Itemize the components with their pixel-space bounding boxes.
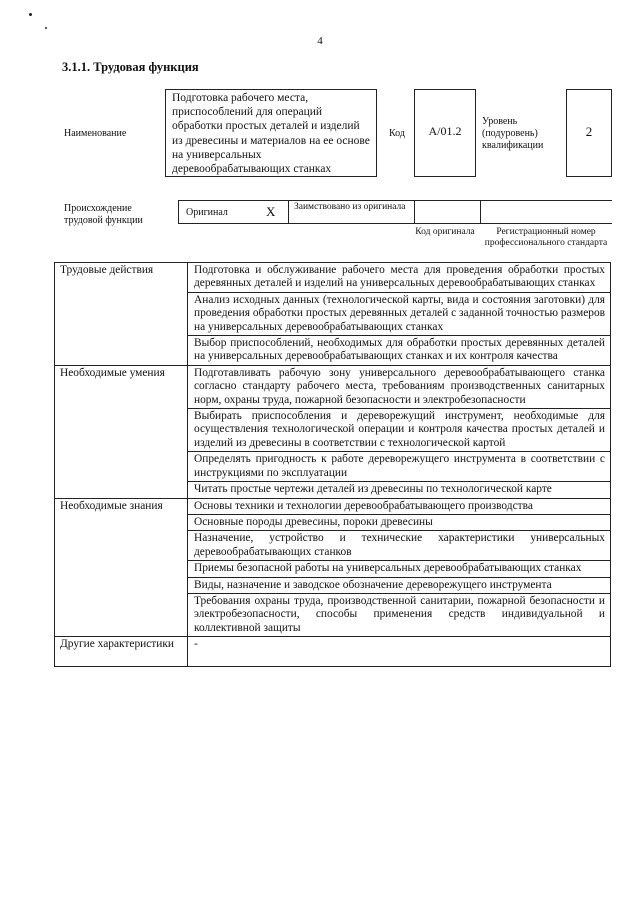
table-row bbox=[55, 263, 611, 293]
code-box bbox=[414, 89, 476, 177]
reg-number-label: Регистрационный номер профессионального стандарта bbox=[484, 227, 608, 248]
origin-borrowed: Заимствовано из оригинала bbox=[294, 202, 406, 212]
skill-item: Читать простые чертежи деталей из древесины по технологической карте bbox=[188, 482, 611, 498]
knowledge-item: Назначение, устройство и технические характеристики универсальных деревообрабатывающих станков bbox=[188, 531, 611, 561]
origin-label: Происхождение трудовой функции bbox=[64, 203, 143, 226]
page-number: 4 bbox=[317, 35, 323, 47]
scan-speck bbox=[29, 13, 32, 16]
code-label: Код bbox=[389, 128, 405, 139]
table-row bbox=[55, 365, 611, 408]
knowledge-item: Приемы безопасной работы на универсальных деревообрабатывающих станках bbox=[188, 561, 611, 577]
knowledge-item: Требования охраны труда, производственной санитарии, пожарной безопасности и электробезопасности, способы применения средств индивидуальной и коллективной защиты bbox=[188, 593, 611, 636]
section-title: 3.1.1. Трудовая функция bbox=[62, 60, 199, 74]
level-value: 2 bbox=[585, 124, 593, 139]
scan-speck bbox=[45, 27, 47, 29]
labor-actions-label: Трудовые действия bbox=[55, 263, 188, 366]
knowledge-label: Необходимые знания bbox=[55, 498, 188, 637]
code-original-label: Код оригинала bbox=[415, 227, 475, 237]
code-value: А/01.2 bbox=[428, 124, 462, 138]
other-label: Другие характеристики bbox=[55, 637, 188, 667]
level-box bbox=[566, 89, 612, 177]
skills-label: Необходимые умения bbox=[55, 365, 188, 498]
origin-original: Оригинал bbox=[186, 207, 228, 218]
skill-item: Подготавливать рабочую зону универсального деревообрабатывающего станка согласно стандарту рабочего места, требованиям производственных санитарных норм, охраны труда, пожарной безопасности и электробезопасности bbox=[188, 365, 611, 408]
labor-action-item: Подготовка и обслуживание рабочего места для проведения обработки простых деревянных деталей и изделий на универсальных деревообрабатывающих станках bbox=[188, 263, 611, 293]
origin-mark: X bbox=[266, 204, 276, 219]
table-row bbox=[55, 637, 611, 667]
table-row bbox=[55, 498, 611, 514]
knowledge-item: Основные породы древесины, пороки древесины bbox=[188, 514, 611, 530]
skill-item: Выбирать приспособления и дереворежущий инструмент, необходимые для осуществления технологической операции и контроля качества простых деталей и изделий из древесины в соответствии с технологической картой bbox=[188, 409, 611, 452]
knowledge-item: Виды, назначение и заводское обозначение дереворежущего инструмента bbox=[188, 577, 611, 593]
function-name-value: Подготовка рабочего места, приспособлений для операций обработки простых деталей и изделий из древесины и материалов на ее основе на универсальных деревообрабатывающих станках bbox=[172, 92, 370, 176]
other-value: - bbox=[188, 637, 611, 667]
name-label: Наименование bbox=[64, 128, 127, 139]
skill-item: Определять пригодность к работе дереворежущего инструмента в соответствии с инструкциями по эксплуатации bbox=[188, 452, 611, 482]
knowledge-item: Основы техники и технологии деревообрабатывающего производства bbox=[188, 498, 611, 514]
labor-action-item: Выбор приспособлений, необходимых для обработки простых деревянных деталей на универсальных деревообрабатывающих станках и их контроля качества bbox=[188, 336, 611, 366]
labor-action-item: Анализ исходных данных (технологической карты, вида и состояния заготовки) для проведения обработки простых деревянных деталей с заданной точностью размеров на универсальных деревообрабатывающих станках bbox=[188, 292, 611, 335]
function-details-table bbox=[54, 262, 611, 667]
level-label: Уровень (подуровень) квалификации bbox=[482, 116, 544, 151]
function-name-box bbox=[165, 89, 377, 177]
origin-row bbox=[178, 200, 612, 224]
